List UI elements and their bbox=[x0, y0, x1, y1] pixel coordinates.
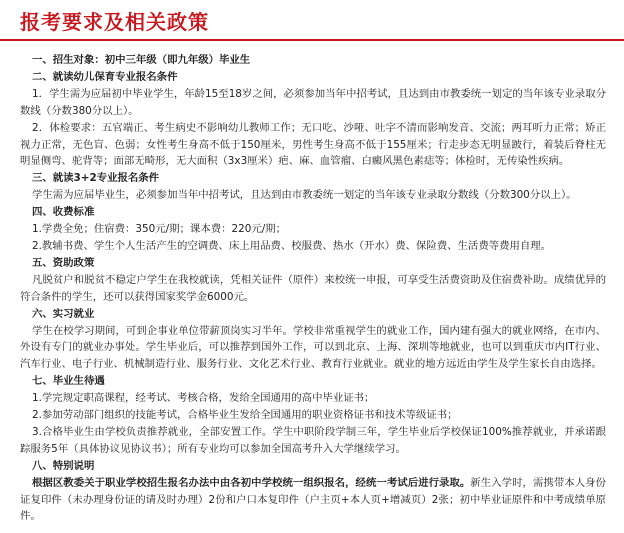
special-notes-bold: 根据区教委关于职业学校招生报名办法中由各初中学校统一组织报名，经统一考试后进行录取。 bbox=[32, 476, 471, 489]
policy-content bbox=[20, 52, 606, 525]
graduate-benefit-2: 2.参加劳动部门组织的技能考试，合格毕业生发给全国通用的职业资格证书和技术等级证书； bbox=[32, 409, 458, 422]
section-heading-financial-aid: 五、资助政策 bbox=[32, 256, 95, 269]
fees-item-1: 1.学费全免；住宿费：350元/期；课本费：220元/期； bbox=[32, 223, 287, 236]
section-heading-special-notes: 八、特别说明 bbox=[32, 459, 95, 472]
section-heading-3plus2-requirements: 三、就读3+2专业报名条件 bbox=[32, 172, 160, 185]
childcare-requirement-2: 2．体检要求：五官端正、考生病史不影响幼儿教师工作；无口吃、沙哑、吐字不清而影响发音、交流；两耳听力正常；矫正视力正常，无色盲、色弱；女性考生身高不低于150厘米，男性考生身高不低于155厘米；行走步态无明显跛行，着装后脊柱无明显侧弯、驼背等；面部无畸形，无大面积（3x3厘米）疤、麻、血管瘤、白癜风黑色素痣等；体检时，无传染性疾病。 bbox=[20, 121, 606, 168]
title-underline bbox=[0, 39, 624, 41]
page-title: 报考要求及相关政策 bbox=[20, 10, 209, 34]
section-heading-graduate-benefits: 七、毕业生待遇 bbox=[32, 375, 105, 388]
special-notes-text bbox=[20, 475, 606, 526]
title-bar bbox=[20, 0, 606, 42]
graduate-benefit-3: 3.合格毕业生由学校负责推荐就业，全部安置工作。学生中职阶段学制三年，学生毕业后学校保证100%推荐就业，并承诺跟踪服务5年（具体协议见协议书）；所有专业均可以参加全国高考升入大学继续学习。 bbox=[20, 425, 606, 455]
special-notes-rest: 新生入学时，需携带本人身份证复印件（未办理身份证的请及时办理）2份和户口本复印件（户主页+本人页+增减页）2张；初中毕业证原件和中考成绩单原件。 bbox=[20, 476, 606, 523]
internship-employment-text: 学生在校学习期间，可到企事业单位带薪顶岗实习半年。学校非常重视学生的就业工作，国内建有强大的就业网络，在市内、外设有专门的就业办事处。学生毕业后，可以推荐到国外工作，可以到北京、上海、深圳等地就业，也可以到重庆市内IT行业、汽车行业、电子行业、机械制造行业、服务行业、文化艺术行业、教育行业就业。就业的地方远近由学生及学生家长自由选择。 bbox=[20, 324, 606, 371]
childcare-requirement-1: 1．学生需为应届初中毕业学生，年龄15至18岁之间，必须参加当年中招考试，且达到由市教委统一划定的当年该专业录取分数线（分数380分以上）。 bbox=[20, 87, 606, 117]
graduate-benefit-1: 1.学完规定职高课程，经考试、考核合格，发给全国通用的高中毕业证书； bbox=[32, 392, 375, 405]
section-heading-internship-employment: 六、实习就业 bbox=[32, 307, 95, 320]
3plus2-requirement: 学生需为应届毕业生，必须参加当年中招考试，且达到由市教委统一划定的当年该专业录取分数线（分数300分以上）。 bbox=[32, 189, 577, 202]
financial-aid-text: 凡脱贫户和脱贫不稳定户学生在我校就读，凭相关证件（原件）来校统一申报，可享受生活费资助及住宿费补助。成绩优异的符合条件的学生，还可以获得国家奖学金6000元。 bbox=[20, 273, 606, 303]
section-heading-childcare-requirements: 二、就读幼儿保育专业报名条件 bbox=[32, 70, 178, 83]
fees-item-2: 2.教辅书费、学生个人生活产生的空调费、床上用品费、校服费、热水（开水）费、保险费、生活费等费用自理。 bbox=[32, 239, 552, 252]
section-heading-fees: 四、收费标准 bbox=[32, 206, 95, 219]
section-heading-enrollment-target: 一、招生对象：初中三年级（即九年级）毕业生 bbox=[32, 54, 251, 66]
